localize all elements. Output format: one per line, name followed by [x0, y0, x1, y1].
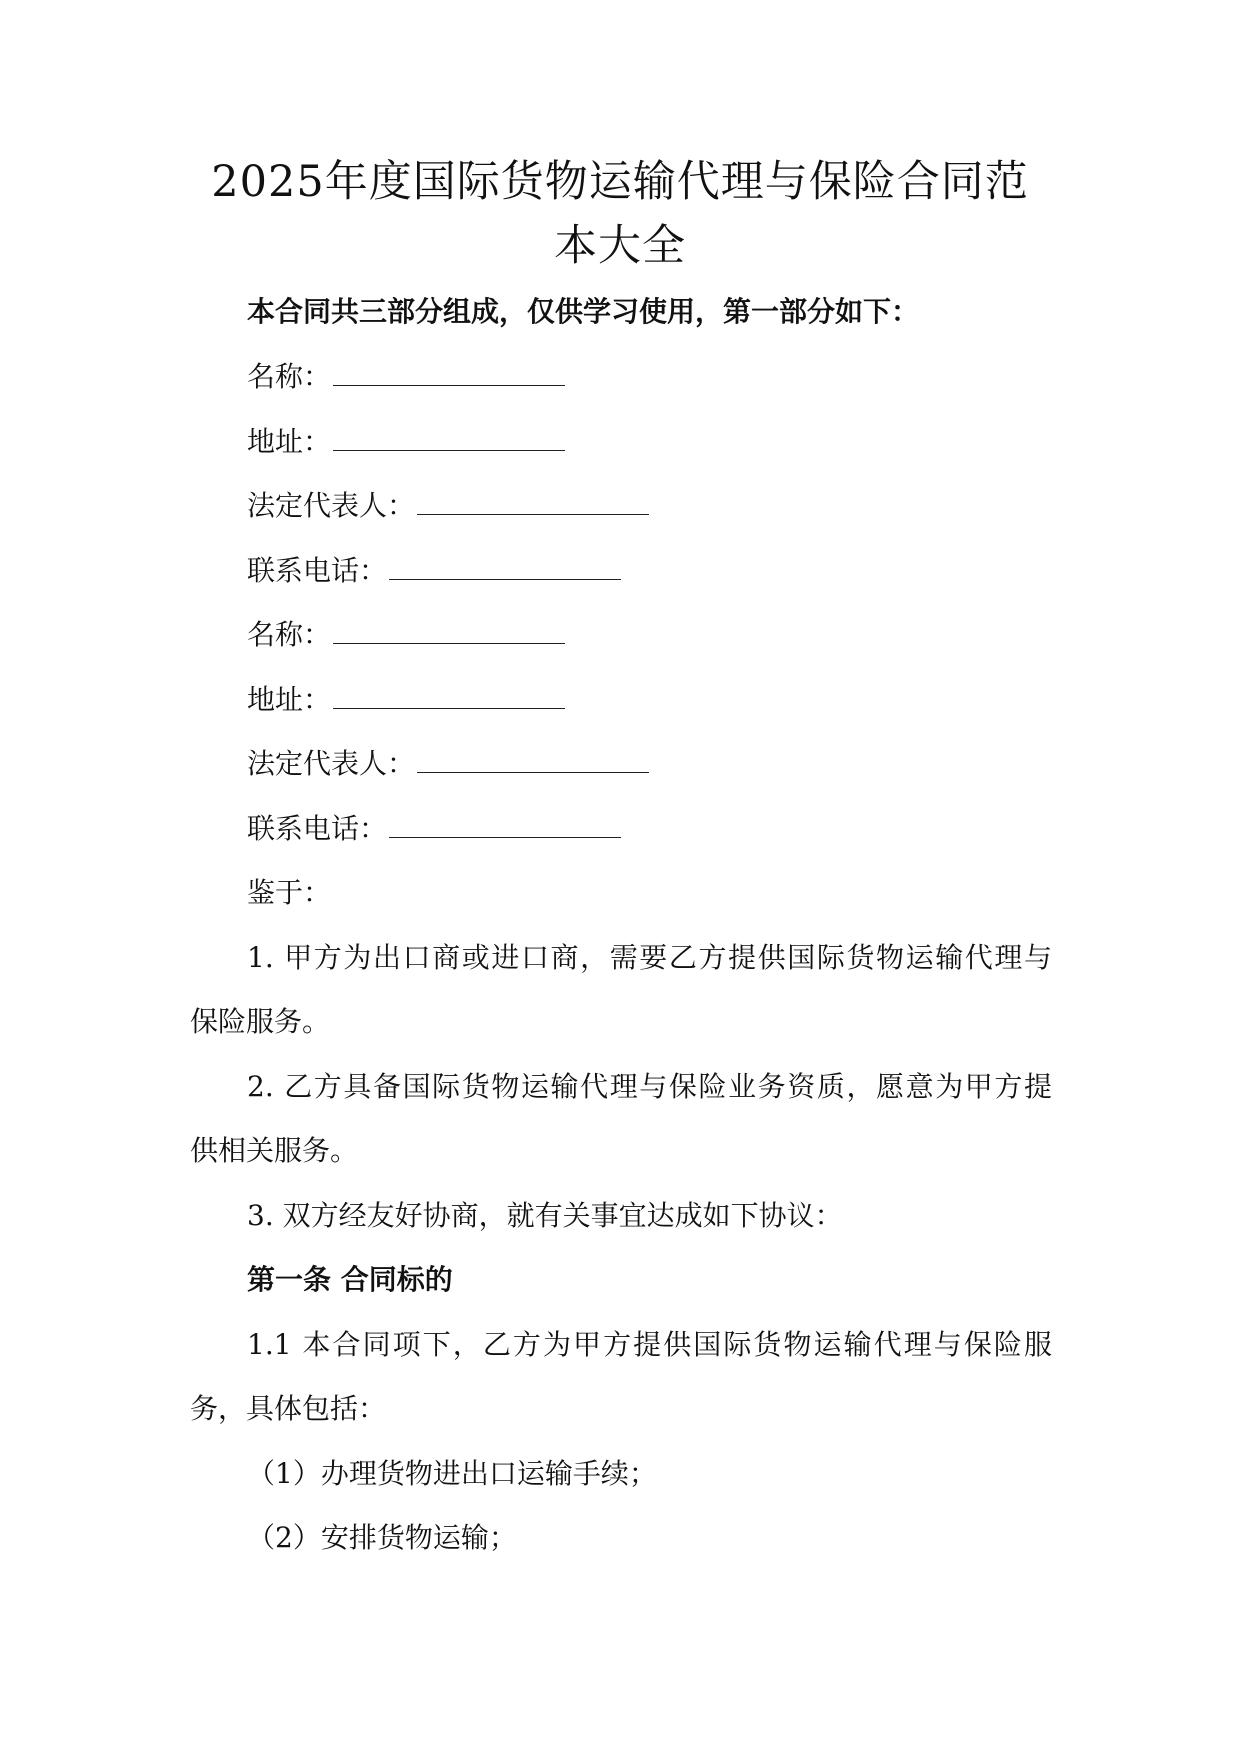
party-a-legal-rep-blank[interactable] [417, 486, 649, 515]
party-b-name-row [247, 615, 565, 655]
title-line-1: 2025年度国际货物运输代理与保险合同范 [211, 157, 1029, 207]
party-a-address-label: 地址： [247, 425, 332, 458]
party-b-name-blank[interactable] [333, 615, 565, 644]
party-b-address-blank[interactable] [333, 680, 565, 709]
party-a-phone-label: 联系电话： [247, 554, 388, 587]
recital-1-line-2: 保险服务。 [190, 1005, 331, 1038]
party-a-legal-rep-row [247, 486, 649, 526]
recital-1-line-1: 1. 甲方为出口商或进口商，需要乙方提供国际货物运输代理与 [247, 941, 1052, 974]
party-a-address-blank[interactable] [333, 422, 565, 451]
article-1-item-1: （1）办理货物进出口运输手续； [247, 1457, 657, 1490]
recital-2-line-1: 2. 乙方具备国际货物运输代理与保险业务资质，愿意为甲方提 [247, 1070, 1052, 1103]
party-a-phone-row [247, 551, 621, 591]
clause-1-1-line-1: 1.1 本合同项下，乙方为甲方提供国际货物运输代理与保险服 [247, 1328, 1052, 1361]
recital-3-line-1: 3. 双方经友好协商，就有关事宜达成如下协议： [247, 1199, 843, 1232]
party-b-address-label: 地址： [247, 683, 332, 716]
party-b-legal-rep-label: 法定代表人： [247, 747, 416, 780]
party-a-address-row [247, 422, 565, 462]
party-a-phone-blank[interactable] [389, 551, 621, 580]
party-b-legal-rep-blank[interactable] [417, 744, 649, 773]
party-a-name-label: 名称： [247, 360, 332, 393]
party-b-name-label: 名称： [247, 618, 332, 651]
party-b-phone-blank[interactable] [389, 809, 621, 838]
article-1-heading: 第一条 合同标的 [247, 1263, 453, 1296]
whereas-label: 鉴于： [247, 876, 332, 909]
clause-1-1-line-2: 务，具体包括： [190, 1392, 387, 1425]
party-a-name-row [247, 357, 565, 397]
party-a-legal-rep-label: 法定代表人： [247, 489, 416, 522]
party-b-address-row [247, 680, 565, 720]
recital-2-line-2: 供相关服务。 [190, 1134, 359, 1167]
article-1-item-2: （2）安排货物运输； [247, 1521, 517, 1554]
party-a-name-blank[interactable] [333, 357, 565, 386]
party-b-phone-row [247, 809, 621, 849]
intro-text: 本合同共三部分组成，仅供学习使用，第一部分如下： [247, 295, 920, 328]
party-b-phone-label: 联系电话： [247, 812, 388, 845]
document-title [190, 150, 1050, 278]
title-line-2: 本大全 [554, 221, 686, 271]
party-b-legal-rep-row [247, 744, 649, 784]
